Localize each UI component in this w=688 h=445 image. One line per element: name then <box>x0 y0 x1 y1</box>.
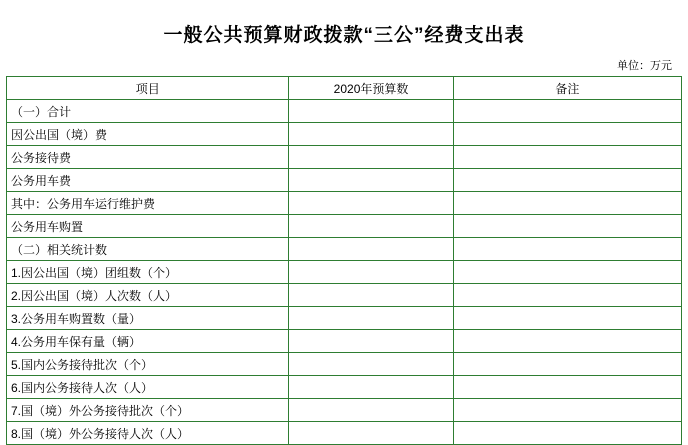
column-header-item: 项目 <box>7 77 289 100</box>
expense-table <box>6 76 682 445</box>
table-row <box>7 307 682 330</box>
table-row <box>7 353 682 376</box>
row-remark-value[interactable] <box>453 353 681 376</box>
row-remark-value[interactable] <box>453 376 681 399</box>
row-item-label: 2.因公出国（境）人次数（人） <box>7 284 289 307</box>
row-budget-value[interactable] <box>289 215 453 238</box>
table-row <box>7 376 682 399</box>
row-remark-value[interactable] <box>453 169 681 192</box>
row-item-label: 其中：公务用车运行维护费 <box>7 192 289 215</box>
row-budget-value[interactable] <box>289 192 453 215</box>
row-remark-value[interactable] <box>453 192 681 215</box>
row-item-label: 5.国内公务接待批次（个） <box>7 353 289 376</box>
table-row <box>7 100 682 123</box>
row-budget-value[interactable] <box>289 330 453 353</box>
table-header-row <box>7 77 682 100</box>
row-item-label: （一）合计 <box>7 100 289 123</box>
row-remark-value[interactable] <box>453 399 681 422</box>
row-item-label: 3.公务用车购置数（量） <box>7 307 289 330</box>
table-row <box>7 123 682 146</box>
row-budget-value[interactable] <box>289 261 453 284</box>
table-row <box>7 238 682 261</box>
row-item-label: （二）相关统计数 <box>7 238 289 261</box>
row-remark-value[interactable] <box>453 100 681 123</box>
row-remark-value[interactable] <box>453 215 681 238</box>
row-budget-value[interactable] <box>289 422 453 445</box>
row-item-label: 公务接待费 <box>7 146 289 169</box>
row-remark-value[interactable] <box>453 307 681 330</box>
column-header-remark: 备注 <box>453 77 681 100</box>
row-budget-value[interactable] <box>289 284 453 307</box>
table-body <box>7 77 682 445</box>
row-item-label: 6.国内公务接待人次（人） <box>7 376 289 399</box>
table-row <box>7 146 682 169</box>
row-remark-value[interactable] <box>453 422 681 445</box>
table-row <box>7 284 682 307</box>
row-budget-value[interactable] <box>289 169 453 192</box>
row-budget-value[interactable] <box>289 100 453 123</box>
row-remark-value[interactable] <box>453 261 681 284</box>
table-row <box>7 261 682 284</box>
row-item-label: 8.国（境）外公务接待人次（人） <box>7 422 289 445</box>
row-budget-value[interactable] <box>289 307 453 330</box>
row-remark-value[interactable] <box>453 123 681 146</box>
table-row <box>7 330 682 353</box>
row-remark-value[interactable] <box>453 238 681 261</box>
table-row <box>7 215 682 238</box>
row-budget-value[interactable] <box>289 146 453 169</box>
row-item-label: 4.公务用车保有量（辆） <box>7 330 289 353</box>
page-title: 一般公共预算财政拨款“三公”经费支出表 <box>163 25 525 46</box>
row-budget-value[interactable] <box>289 376 453 399</box>
row-budget-value[interactable] <box>289 399 453 422</box>
unit-note: 单位：万元 <box>617 60 672 72</box>
row-budget-value[interactable] <box>289 238 453 261</box>
column-header-budget: 2020年预算数 <box>289 77 453 100</box>
table-row <box>7 422 682 445</box>
row-budget-value[interactable] <box>289 123 453 146</box>
row-item-label: 公务用车费 <box>7 169 289 192</box>
row-item-label: 因公出国（境）费 <box>7 123 289 146</box>
table-row <box>7 399 682 422</box>
table-row <box>7 169 682 192</box>
row-remark-value[interactable] <box>453 146 681 169</box>
row-item-label: 1.因公出国（境）团组数（个） <box>7 261 289 284</box>
row-remark-value[interactable] <box>453 330 681 353</box>
row-remark-value[interactable] <box>453 284 681 307</box>
table-row <box>7 192 682 215</box>
row-item-label: 公务用车购置 <box>7 215 289 238</box>
row-item-label: 7.国（境）外公务接待批次（个） <box>7 399 289 422</box>
row-budget-value[interactable] <box>289 353 453 376</box>
